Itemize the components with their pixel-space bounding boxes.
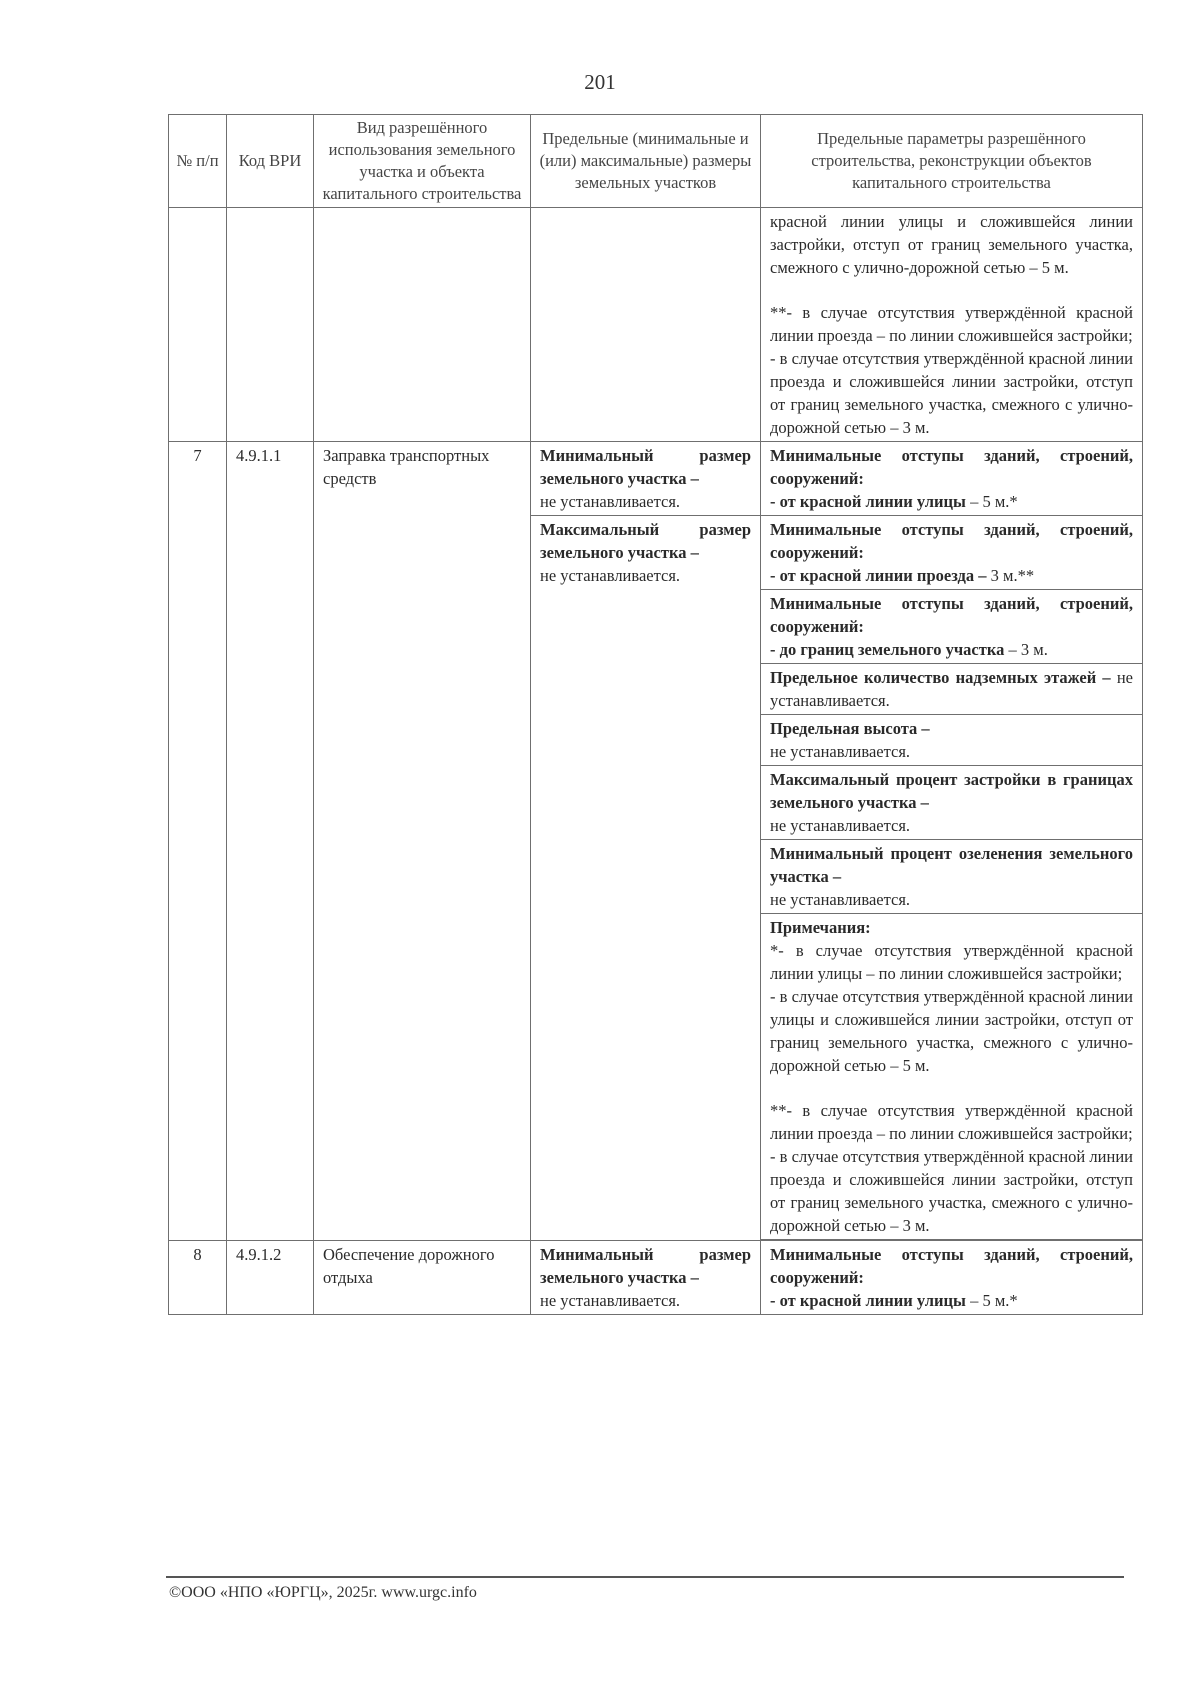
- note-text: - в случае отсутствия утверждённой красной линии проезда и сложившейся линии застройки, отступ от границ земельного участка, смежного с улично-дорожной сетью – 3 м.: [770, 1147, 1133, 1235]
- min-plot-size-value: не устанавливается.: [540, 1291, 681, 1310]
- setback-value: 3 м.**: [990, 566, 1035, 585]
- setback-street: [761, 442, 1143, 516]
- height-limit: [761, 715, 1143, 766]
- cell-empty: [314, 208, 531, 442]
- max-plot-size: [531, 516, 761, 1241]
- note-text: **- в случае отсутствия утверждённой красной линии проезда – по линии сложившейся застройки;: [770, 303, 1133, 345]
- setback-line: - от красной линии улицы: [770, 492, 966, 511]
- footer-copyright: ©ООО «НПО «ЮРГЦ», 2025г. www.urgc.info: [169, 1584, 477, 1601]
- row-number: 8: [169, 1241, 227, 1315]
- continuation-notes: [761, 208, 1143, 442]
- height-label: Предельная высота –: [770, 719, 930, 738]
- floors-label: Предельное количество надземных этажей –: [770, 668, 1111, 687]
- header-num: № п/п: [169, 115, 227, 208]
- height-value: не устанавливается.: [770, 742, 911, 761]
- cell-empty: [169, 208, 227, 442]
- floors-limit: [761, 664, 1143, 715]
- min-plot-size: [531, 442, 761, 516]
- greening-limit: [761, 840, 1143, 914]
- setback-line: - от красной линии проезда –: [770, 566, 987, 585]
- header-sizes: Предельные (минимальные и (или) максимальные) размеры земельных участков: [531, 115, 761, 208]
- setback-value: – 3 м.: [1008, 640, 1048, 659]
- max-plot-size-value: не устанавливается.: [540, 566, 681, 585]
- setback-border: [761, 590, 1143, 664]
- min-plot-size-label: Минимальный размер земельного участка –: [540, 446, 751, 488]
- row-code: 4.9.1.1: [227, 442, 314, 1241]
- notes-title: Примечания:: [770, 918, 871, 937]
- notes: [761, 914, 1143, 1240]
- note-text: - в случае отсутствия утверждённой красной линии улицы и сложившейся линии застройки, отступ от границ земельного участка, смежного с улично-дорожной сетью – 5 м.: [770, 987, 1133, 1075]
- cell-empty: [531, 208, 761, 442]
- min-plot-size-value: не устанавливается.: [540, 492, 681, 511]
- setback-value: – 5 м.*: [970, 492, 1018, 511]
- coverage-label: Максимальный процент застройки в границах земельного участка –: [770, 770, 1133, 812]
- greening-value: не устанавливается.: [770, 890, 911, 909]
- row-use-type: Заправка транспортных средств: [314, 442, 531, 1241]
- coverage-value: не устанавливается.: [770, 816, 911, 835]
- setback-line: - от красной линии улицы: [770, 1291, 966, 1310]
- table-header-row: [169, 115, 1143, 208]
- floors-value: не устанавливается.: [770, 668, 1133, 710]
- setback-line: - до границ земельного участка: [770, 640, 1005, 659]
- header-code: Код ВРИ: [227, 115, 314, 208]
- note-text: **- в случае отсутствия утверждённой красной линии проезда – по линии сложившейся застройки;: [770, 1101, 1133, 1143]
- max-plot-size-label: Максимальный размер земельного участка –: [540, 520, 751, 562]
- setback-value: – 5 м.*: [970, 1291, 1018, 1310]
- footer-divider: [166, 1576, 1124, 1578]
- note-text: - в случае отсутствия утверждённой красной линии проезда и сложившейся линии застройки, отступ от границ земельного участка, смежного с улично-дорожной сетью – 3 м.: [770, 349, 1133, 437]
- header-type: Вид разрешённого использования земельного участка и объекта капитального строительства: [314, 115, 531, 208]
- greening-label: Минимальный процент озеленения земельного участка –: [770, 844, 1133, 886]
- setback-label: Минимальные отступы зданий, строений, сооружений:: [770, 594, 1133, 636]
- note-text: красной линии улицы и сложившейся линии застройки, отступ от границ земельного участка, смежного с улично-дорожной сетью – 5 м.: [770, 212, 1133, 277]
- regulations-table: [168, 114, 1143, 1315]
- row-use-type: Обеспечение дорожного отдыха: [314, 1241, 531, 1315]
- table-row: [169, 1241, 1143, 1315]
- header-params: Предельные параметры разрешённого строительства, реконструкции объектов капитального строительства: [761, 115, 1143, 208]
- coverage-limit: [761, 766, 1143, 840]
- setback-label: Минимальные отступы зданий, строений, сооружений:: [770, 1245, 1133, 1287]
- table-row: [169, 442, 1143, 516]
- row-number: 7: [169, 442, 227, 1241]
- cell-empty: [227, 208, 314, 442]
- note-text: *- в случае отсутствия утверждённой красной линии улицы – по линии сложившейся застройки;: [770, 941, 1133, 983]
- setback-label: Минимальные отступы зданий, строений, сооружений:: [770, 520, 1133, 562]
- min-plot-size-label: Минимальный размер земельного участка –: [540, 1245, 751, 1287]
- min-plot-size: [531, 1241, 761, 1315]
- setback-street: [761, 1241, 1143, 1315]
- table-row-continuation: [169, 208, 1143, 442]
- row-code: 4.9.1.2: [227, 1241, 314, 1315]
- setback-label: Минимальные отступы зданий, строений, сооружений:: [770, 446, 1133, 488]
- setback-road: [761, 516, 1143, 590]
- page-number: 201: [584, 70, 616, 94]
